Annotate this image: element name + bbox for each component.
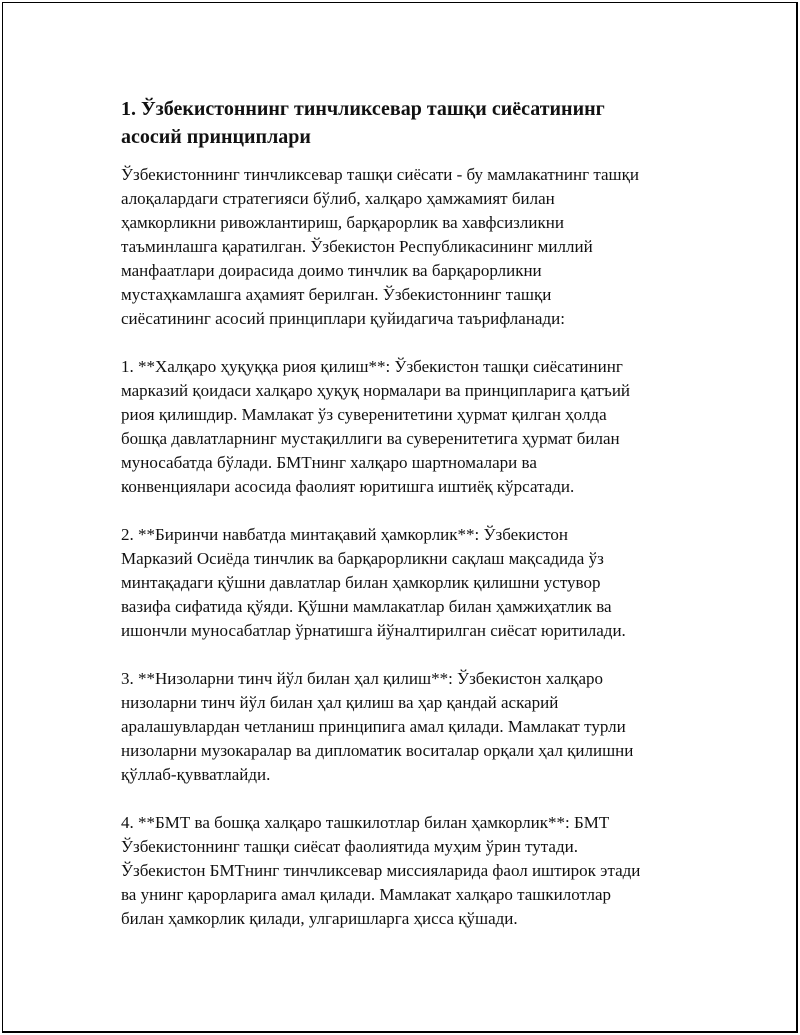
paragraph-line: ва унинг қарорларига амал қилади. Мамлакат халқаро ташкилотлар bbox=[121, 885, 612, 904]
paragraph-line: мустаҳкамлашга аҳамият берилган. Ўзбекистоннинг ташқи bbox=[121, 285, 552, 304]
principle-paragraph bbox=[121, 811, 693, 931]
paragraph-line: манфаатлари доирасида доимо тинчлик ва барқарорликни bbox=[121, 261, 542, 280]
document-page bbox=[2, 2, 798, 1033]
paragraph-line: қўллаб-қувватлайди. bbox=[121, 765, 271, 784]
paragraph-line: риоя қилишдир. Мамлакат ўз суверенитетини ҳурмат қилган ҳолда bbox=[121, 405, 607, 424]
paragraph-line: низоларни тинч йўл билан ҳал қилиш ва ҳар қандай аскарий bbox=[121, 693, 559, 712]
paragraph-line: таъминлашга қаратилган. Ўзбекистон Республикасининг миллий bbox=[121, 237, 593, 256]
document-body bbox=[121, 95, 693, 955]
paragraph-line: Ўзбекистон БМТнинг тинчликсевар миссияларида фаол иштирок этади bbox=[121, 861, 641, 880]
paragraph-line: марказий қоидаси халқаро ҳуқуқ нормалари ва принципларига қатъий bbox=[121, 381, 631, 400]
principle-paragraph bbox=[121, 355, 693, 499]
paragraph-line: 3. **Низоларни тинч йўл билан ҳал қилиш**: Ўзбекистон халқаро bbox=[121, 669, 603, 688]
paragraph-line: 1. **Халқаро ҳуқуққа риоя қилиш**: Ўзбекистон ташқи сиёсатининг bbox=[121, 357, 623, 376]
paragraph-line: Ўзбекистоннинг тинчликсевар ташқи сиёсати - бу мамлакатнинг ташқи bbox=[121, 165, 639, 184]
principle-paragraph bbox=[121, 667, 693, 787]
paragraph-line: вазифа сифатида қўяди. Қўшни мамлакатлар билан ҳамжиҳатлик ва bbox=[121, 597, 612, 616]
paragraph-line: бошқа давлатларнинг мустақиллиги ва суверенитетига ҳурмат билан bbox=[121, 429, 620, 448]
intro-paragraph bbox=[121, 163, 693, 331]
paragraph-line: сиёсатининг асосий принциплари қуйидагича таърифланади: bbox=[121, 309, 565, 328]
section-title bbox=[121, 95, 693, 151]
section-title-line: асосий принциплари bbox=[121, 126, 311, 148]
paragraph-line: конвенциялари асосида фаолият юритишга иштиёқ кўрсатади. bbox=[121, 477, 575, 496]
paragraph-line: Ўзбекистоннинг ташқи сиёсат фаолиятида муҳим ўрин тутади. bbox=[121, 837, 578, 856]
paragraph-line: билан ҳамкорлик қилади, улгаришларга ҳисса қўшади. bbox=[121, 909, 518, 928]
paragraph-line: муносабатда бўлади. БМТнинг халқаро шартномалари ва bbox=[121, 453, 537, 472]
paragraph-line: низоларни музокаралар ва дипломатик воситалар орқали ҳал қилишни bbox=[121, 741, 634, 760]
paragraph-line: минтақадаги қўшни давлатлар билан ҳамкорлик қилишни устувор bbox=[121, 573, 601, 592]
section-title-line: 1. Ўзбекистоннинг тинчликсевар ташқи сиёсатининг bbox=[121, 98, 605, 120]
paragraph-line: 2. **Биринчи навбатда минтақавий ҳамкорлик**: Ўзбекистон bbox=[121, 525, 568, 544]
paragraph-line: ҳамкорликни ривожлантириш, барқарорлик ва хавфсизликни bbox=[121, 213, 564, 232]
paragraph-line: 4. **БМТ ва бошқа халқаро ташкилотлар билан ҳамкорлик**: БМТ bbox=[121, 813, 610, 832]
principle-paragraph bbox=[121, 523, 693, 643]
paragraph-list bbox=[121, 163, 693, 931]
paragraph-line: Марказий Осиёда тинчлик ва барқарорликни сақлаш мақсадида ўз bbox=[121, 549, 604, 568]
paragraph-line: алоқалардаги стратегияси бўлиб, халқаро ҳамжамият билан bbox=[121, 189, 555, 208]
paragraph-line: ишончли муносабатлар ўрнатишга йўналтирилган сиёсат юритилади. bbox=[121, 621, 626, 640]
paragraph-line: аралашувлардан четланиш принципига амал қилади. Мамлакат турли bbox=[121, 717, 626, 736]
